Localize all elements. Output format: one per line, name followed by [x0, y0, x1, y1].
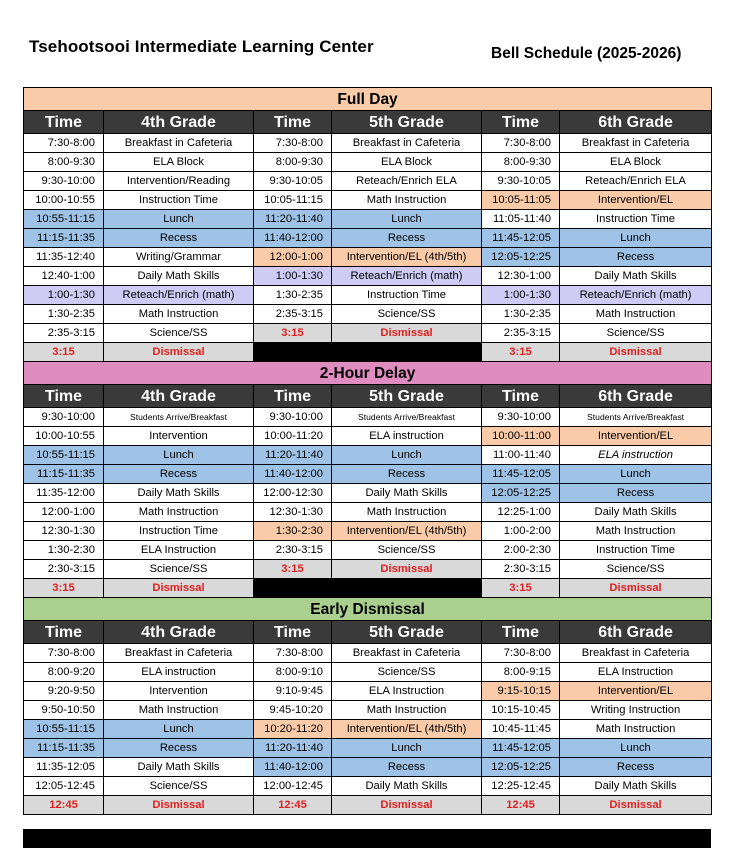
activity-cell: Daily Math Skills [332, 777, 482, 796]
schedule-row [24, 720, 712, 739]
schedule-subtitle: Bell Schedule (2025-2026) [491, 45, 682, 62]
time-cell: 7:30-8:00 [24, 134, 104, 153]
column-header: 5th Grade [332, 385, 482, 408]
time-cell: 12:30-1:30 [24, 522, 104, 541]
time-cell: 7:30-8:00 [254, 644, 332, 663]
schedule-row [24, 541, 712, 560]
column-header: Time [24, 111, 104, 134]
schedule-row [24, 560, 712, 579]
activity-cell: Dismissal [104, 343, 254, 362]
blank-cell [254, 343, 332, 362]
activity-cell: Daily Math Skills [560, 267, 712, 286]
schedule-row [24, 777, 712, 796]
activity-cell: Intervention/Reading [104, 172, 254, 191]
schedule-row [24, 248, 712, 267]
activity-cell: ELA Block [332, 153, 482, 172]
time-cell: 10:15-10:45 [482, 701, 560, 720]
activity-cell: Recess [104, 739, 254, 758]
time-cell: 2:00-2:30 [482, 541, 560, 560]
time-cell: 10:20-11:20 [254, 720, 332, 739]
activity-cell: ELA instruction [560, 446, 712, 465]
time-cell: 11:00-11:40 [482, 446, 560, 465]
activity-cell: Science/SS [104, 777, 254, 796]
activity-cell: Daily Math Skills [560, 503, 712, 522]
time-cell: 8:00-9:30 [482, 153, 560, 172]
time-cell: 7:30-8:00 [482, 644, 560, 663]
activity-cell: Recess [560, 484, 712, 503]
activity-cell: Intervention [104, 682, 254, 701]
section-title-row [24, 88, 712, 111]
time-cell: 3:15 [482, 343, 560, 362]
activity-cell: Dismissal [104, 579, 254, 598]
activity-cell: ELA instruction [332, 427, 482, 446]
time-cell: 9:10-9:45 [254, 682, 332, 701]
activity-cell: Writing/Grammar [104, 248, 254, 267]
activity-cell: Breakfast in Cafeteria [560, 134, 712, 153]
time-cell: 2:35-3:15 [482, 324, 560, 343]
activity-cell: Daily Math Skills [560, 777, 712, 796]
footer-bar [23, 829, 711, 848]
time-cell: 12:00-12:45 [254, 777, 332, 796]
schedule-row [24, 739, 712, 758]
time-cell: 9:30-10:00 [254, 408, 332, 427]
activity-cell: Science/SS [560, 324, 712, 343]
time-cell: 3:15 [24, 579, 104, 598]
time-cell: 9:45-10:20 [254, 701, 332, 720]
time-cell: 8:00-9:30 [24, 153, 104, 172]
activity-cell: Writing Instruction [560, 701, 712, 720]
activity-cell: Reteach/Enrich (math) [560, 286, 712, 305]
time-cell: 11:45-12:05 [482, 229, 560, 248]
activity-cell: Science/SS [332, 541, 482, 560]
time-cell: 9:50-10:50 [24, 701, 104, 720]
time-cell: 3:15 [254, 324, 332, 343]
activity-cell: Science/SS [332, 305, 482, 324]
time-cell: 3:15 [24, 343, 104, 362]
schedule-row [24, 522, 712, 541]
time-cell: 9:30-10:05 [254, 172, 332, 191]
schedule-row [24, 796, 712, 815]
time-cell: 10:55-11:15 [24, 446, 104, 465]
time-cell: 11:40-12:00 [254, 758, 332, 777]
time-cell: 8:00-9:20 [24, 663, 104, 682]
column-header: 4th Grade [104, 385, 254, 408]
column-header: Time [254, 621, 332, 644]
blank-cell [332, 343, 482, 362]
time-cell: 10:05-11:15 [254, 191, 332, 210]
time-cell: 1:00-1:30 [482, 286, 560, 305]
activity-cell: ELA Block [560, 153, 712, 172]
time-cell: 2:30-3:15 [254, 541, 332, 560]
time-cell: 1:30-2:35 [254, 286, 332, 305]
activity-cell: Recess [560, 248, 712, 267]
activity-cell: Science/SS [104, 560, 254, 579]
schedule-row [24, 503, 712, 522]
column-header: 4th Grade [104, 621, 254, 644]
activity-cell: Dismissal [560, 579, 712, 598]
time-cell: 1:00-2:00 [482, 522, 560, 541]
time-cell: 12:00-1:00 [254, 248, 332, 267]
schedule-row [24, 644, 712, 663]
time-cell: 11:35-12:40 [24, 248, 104, 267]
section-title: Full Day [24, 88, 712, 111]
column-header-row [24, 621, 712, 644]
column-header-row [24, 385, 712, 408]
time-cell: 7:30-8:00 [24, 644, 104, 663]
activity-cell: Intervention/EL [560, 191, 712, 210]
time-cell: 12:05-12:25 [482, 248, 560, 267]
schedule-row [24, 286, 712, 305]
time-cell: 11:40-12:00 [254, 465, 332, 484]
bell-schedule-table [23, 87, 712, 815]
time-cell: 7:30-8:00 [254, 134, 332, 153]
time-cell: 9:30-10:00 [482, 408, 560, 427]
activity-cell: Daily Math Skills [104, 758, 254, 777]
column-header: Time [24, 385, 104, 408]
time-cell: 12:05-12:25 [482, 484, 560, 503]
blank-cell [332, 579, 482, 598]
schedule-row [24, 408, 712, 427]
schedule-row [24, 172, 712, 191]
activity-cell: Instruction Time [104, 522, 254, 541]
column-header: Time [482, 621, 560, 644]
time-cell: 10:05-11:05 [482, 191, 560, 210]
activity-cell: Lunch [332, 739, 482, 758]
time-cell: 11:20-11:40 [254, 446, 332, 465]
time-cell: 10:00-10:55 [24, 191, 104, 210]
time-cell: 11:20-11:40 [254, 210, 332, 229]
activity-cell: Recess [104, 465, 254, 484]
activity-cell: Recess [104, 229, 254, 248]
time-cell: 2:30-3:15 [24, 560, 104, 579]
time-cell: 8:00-9:10 [254, 663, 332, 682]
activity-cell: Breakfast in Cafeteria [332, 644, 482, 663]
activity-cell: Math Instruction [104, 503, 254, 522]
schedule-row [24, 134, 712, 153]
time-cell: 1:30-2:35 [482, 305, 560, 324]
time-cell: 10:00-11:20 [254, 427, 332, 446]
activity-cell: Daily Math Skills [332, 484, 482, 503]
column-header: 5th Grade [332, 621, 482, 644]
schedule-row [24, 229, 712, 248]
schedule-row [24, 446, 712, 465]
time-cell: 9:30-10:05 [482, 172, 560, 191]
activity-cell: Math Instruction [560, 522, 712, 541]
time-cell: 2:35-3:15 [254, 305, 332, 324]
activity-cell: Math Instruction [332, 701, 482, 720]
activity-cell: Lunch [104, 720, 254, 739]
activity-cell: Reteach/Enrich ELA [332, 172, 482, 191]
time-cell: 12:40-1:00 [24, 267, 104, 286]
activity-cell: Math Instruction [560, 720, 712, 739]
activity-cell: Science/SS [104, 324, 254, 343]
activity-cell: Dismissal [332, 324, 482, 343]
time-cell: 12:30-1:30 [254, 503, 332, 522]
activity-cell: Breakfast in Cafeteria [560, 644, 712, 663]
school-name: Tsehootsooi Intermediate Learning Center [29, 37, 374, 56]
activity-cell: Lunch [560, 229, 712, 248]
activity-cell: Intervention/EL [560, 427, 712, 446]
schedule-row [24, 343, 712, 362]
activity-cell: Instruction Time [560, 541, 712, 560]
time-cell: 1:30-2:35 [24, 305, 104, 324]
activity-cell: Math Instruction [332, 191, 482, 210]
column-header: Time [254, 385, 332, 408]
time-cell: 11:40-12:00 [254, 229, 332, 248]
time-cell: 9:30-10:00 [24, 408, 104, 427]
time-cell: 9:30-10:00 [24, 172, 104, 191]
time-cell: 3:15 [482, 579, 560, 598]
activity-cell: Science/SS [332, 663, 482, 682]
column-header-row [24, 111, 712, 134]
activity-cell: Instruction Time [104, 191, 254, 210]
activity-cell: Intervention/EL (4th/5th) [332, 720, 482, 739]
activity-cell: Lunch [332, 446, 482, 465]
activity-cell: Daily Math Skills [104, 484, 254, 503]
time-cell: 10:45-11:45 [482, 720, 560, 739]
schedule-row [24, 465, 712, 484]
section-title-row [24, 362, 712, 385]
column-header: 6th Grade [560, 621, 712, 644]
column-header: Time [24, 621, 104, 644]
activity-cell: ELA Instruction [560, 663, 712, 682]
schedule-row [24, 427, 712, 446]
activity-cell: Lunch [560, 739, 712, 758]
time-cell: 12:45 [254, 796, 332, 815]
activity-cell: Math Instruction [560, 305, 712, 324]
schedule-row [24, 267, 712, 286]
activity-cell: Math Instruction [332, 503, 482, 522]
time-cell: 10:55-11:15 [24, 210, 104, 229]
section-title-row [24, 598, 712, 621]
activity-cell: Students Arrive/Breakfast [332, 408, 482, 427]
activity-cell: Breakfast in Cafeteria [104, 134, 254, 153]
section-title: 2-Hour Delay [24, 362, 712, 385]
column-header: 6th Grade [560, 385, 712, 408]
time-cell: 10:55-11:15 [24, 720, 104, 739]
activity-cell: Lunch [104, 210, 254, 229]
activity-cell: Breakfast in Cafeteria [332, 134, 482, 153]
activity-cell: Daily Math Skills [104, 267, 254, 286]
activity-cell: ELA Block [104, 153, 254, 172]
column-header: Time [482, 385, 560, 408]
time-cell: 7:30-8:00 [482, 134, 560, 153]
activity-cell: ELA instruction [104, 663, 254, 682]
time-cell: 12:00-12:30 [254, 484, 332, 503]
activity-cell: Dismissal [560, 343, 712, 362]
column-header: 6th Grade [560, 111, 712, 134]
activity-cell: Breakfast in Cafeteria [104, 644, 254, 663]
schedule-row [24, 758, 712, 777]
time-cell: 11:35-12:05 [24, 758, 104, 777]
blank-cell [254, 579, 332, 598]
time-cell: 11:45-12:05 [482, 465, 560, 484]
time-cell: 12:45 [482, 796, 560, 815]
activity-cell: Recess [332, 229, 482, 248]
time-cell: 11:45-12:05 [482, 739, 560, 758]
time-cell: 8:00-9:15 [482, 663, 560, 682]
time-cell: 2:35-3:15 [24, 324, 104, 343]
time-cell: 1:00-1:30 [24, 286, 104, 305]
activity-cell: Intervention/EL [560, 682, 712, 701]
column-header: 4th Grade [104, 111, 254, 134]
activity-cell: Instruction Time [560, 210, 712, 229]
time-cell: 8:00-9:30 [254, 153, 332, 172]
time-cell: 10:00-11:00 [482, 427, 560, 446]
activity-cell: Science/SS [560, 560, 712, 579]
time-cell: 12:00-1:00 [24, 503, 104, 522]
time-cell: 11:15-11:35 [24, 465, 104, 484]
schedule-row [24, 579, 712, 598]
activity-cell: Lunch [104, 446, 254, 465]
activity-cell: Dismissal [560, 796, 712, 815]
activity-cell: Dismissal [332, 796, 482, 815]
time-cell: 11:15-11:35 [24, 229, 104, 248]
time-cell: 3:15 [254, 560, 332, 579]
column-header: Time [482, 111, 560, 134]
activity-cell: Intervention/EL (4th/5th) [332, 522, 482, 541]
activity-cell: Math Instruction [104, 701, 254, 720]
time-cell: 11:35-12:00 [24, 484, 104, 503]
schedule-row [24, 191, 712, 210]
time-cell: 12:25-1:00 [482, 503, 560, 522]
schedule-row [24, 663, 712, 682]
activity-cell: Reteach/Enrich ELA [560, 172, 712, 191]
activity-cell: ELA Instruction [104, 541, 254, 560]
schedule-row [24, 484, 712, 503]
time-cell: 1:30-2:30 [24, 541, 104, 560]
time-cell: 9:20-9:50 [24, 682, 104, 701]
time-cell: 12:30-1:00 [482, 267, 560, 286]
time-cell: 12:25-12:45 [482, 777, 560, 796]
schedule-row [24, 324, 712, 343]
activity-cell: Students Arrive/Breakfast [560, 408, 712, 427]
time-cell: 1:00-1:30 [254, 267, 332, 286]
activity-cell: Recess [560, 758, 712, 777]
activity-cell: Dismissal [332, 560, 482, 579]
activity-cell: Intervention [104, 427, 254, 446]
time-cell: 12:05-12:25 [482, 758, 560, 777]
time-cell: 9:15-10:15 [482, 682, 560, 701]
activity-cell: Students Arrive/Breakfast [104, 408, 254, 427]
time-cell: 11:20-11:40 [254, 739, 332, 758]
activity-cell: Instruction Time [332, 286, 482, 305]
time-cell: 2:30-3:15 [482, 560, 560, 579]
activity-cell: Lunch [332, 210, 482, 229]
activity-cell: Recess [332, 465, 482, 484]
time-cell: 11:15-11:35 [24, 739, 104, 758]
time-cell: 11:05-11:40 [482, 210, 560, 229]
activity-cell: Reteach/Enrich (math) [104, 286, 254, 305]
activity-cell: Reteach/Enrich (math) [332, 267, 482, 286]
schedule-row [24, 153, 712, 172]
activity-cell: Lunch [560, 465, 712, 484]
column-header: 5th Grade [332, 111, 482, 134]
activity-cell: Math Instruction [104, 305, 254, 324]
activity-cell: ELA Instruction [332, 682, 482, 701]
activity-cell: Recess [332, 758, 482, 777]
schedule-row [24, 305, 712, 324]
section-title: Early Dismissal [24, 598, 712, 621]
time-cell: 10:00-10:55 [24, 427, 104, 446]
column-header: Time [254, 111, 332, 134]
activity-cell: Dismissal [104, 796, 254, 815]
time-cell: 1:30-2:30 [254, 522, 332, 541]
activity-cell: Intervention/EL (4th/5th) [332, 248, 482, 267]
schedule-row [24, 210, 712, 229]
schedule-row [24, 701, 712, 720]
schedule-row [24, 682, 712, 701]
time-cell: 12:45 [24, 796, 104, 815]
time-cell: 12:05-12:45 [24, 777, 104, 796]
